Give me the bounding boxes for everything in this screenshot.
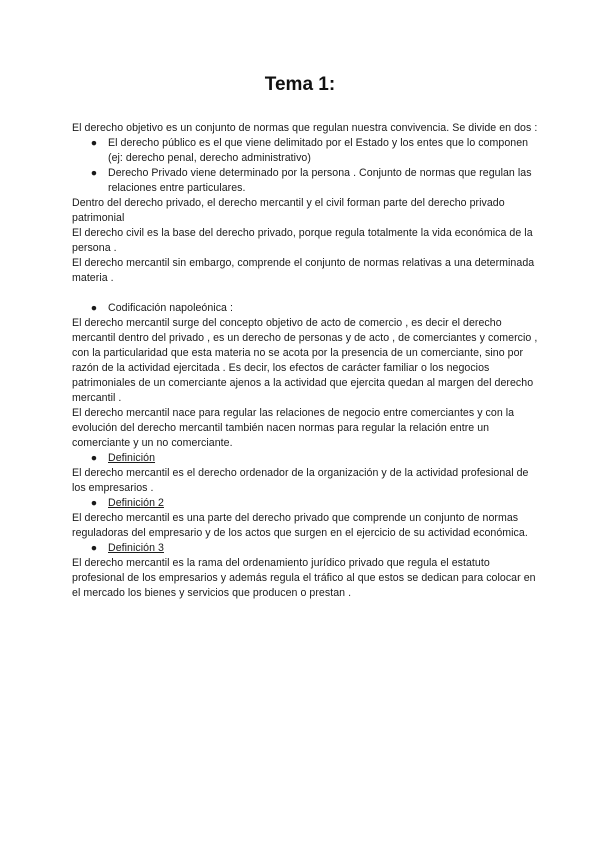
bullet-icon: ● xyxy=(90,542,98,554)
codification-heading-list xyxy=(72,301,542,316)
list-item-text: Derecho Privado viene determinado por la persona . Conjunto de normas que regulan las relaciones entre particulares. xyxy=(108,167,532,194)
page-title: Tema 1: xyxy=(264,74,336,95)
definition-2-heading: Definición 2 xyxy=(108,497,164,509)
definition-heading-list xyxy=(72,496,542,511)
spacer xyxy=(72,286,542,301)
definition-1-heading: Definición xyxy=(108,452,156,464)
division-list xyxy=(72,136,542,196)
list-item xyxy=(72,541,542,556)
document-body xyxy=(72,121,542,601)
definition-3-text: El derecho mercantil es la rama del ordenamiento jurídico privado que regula el estatuto profesional de los empresarios y además regula el tráfico al que estos se dedican para colocar en el mercado los bienes y servicios que producen o prestan . xyxy=(72,557,536,599)
list-item xyxy=(72,136,542,166)
definition-2-text: El derecho mercantil es una parte del derecho privado que comprende un conjunto de normas reguladoras del empresario y de los actos que surgen en el ejercicio de su actividad económica. xyxy=(72,512,528,539)
list-item xyxy=(72,166,542,196)
definition-heading-list xyxy=(72,451,542,466)
list-item xyxy=(72,301,542,316)
definition-heading-list xyxy=(72,541,542,556)
private-law-paragraph: Dentro del derecho privado, el derecho mercantil y el civil forman parte del derecho privado patrimonial xyxy=(72,197,505,224)
definition-3-heading: Definición 3 xyxy=(108,542,164,554)
definition-1-text: El derecho mercantil es el derecho ordenador de la organización y de la actividad profesional de los empresarios . xyxy=(72,467,529,494)
bullet-icon: ● xyxy=(90,167,98,179)
codification-paragraph-1: El derecho mercantil surge del concepto objetivo de acto de comercio , es decir el derecho mercantil dentro del privado , es un derecho de personas y de acto , de comerciantes y comercio , con la particularidad que esta materia no se acota por la presencia de un comerciante, sino por razón de la actividad ejercitada . Es decir, los efectos de carácter familiar o los negocios patrimoniales de un comerciante ajenos a la actividad que ejercita quedan al margen del derecho mercantil . xyxy=(72,317,538,404)
codification-heading: Codificación napoleónica : xyxy=(108,302,233,314)
list-item-text: El derecho público es el que viene delimitado por el Estado y los entes que lo componen (ej: derecho penal, derecho administrativo) xyxy=(108,137,529,164)
civil-law-paragraph: El derecho civil es la base del derecho privado, porque regula totalmente la vida económica de la persona . xyxy=(72,227,533,254)
bullet-icon: ● xyxy=(90,302,98,314)
intro-paragraph: El derecho objetivo es un conjunto de normas que regulan nuestra convivencia. Se divide en dos : xyxy=(72,122,538,134)
bullet-icon: ● xyxy=(90,137,98,149)
mercantile-law-paragraph: El derecho mercantil sin embargo, comprende el conjunto de normas relativas a una determinada materia . xyxy=(72,257,535,284)
codification-paragraph-2: El derecho mercantil nace para regular las relaciones de negocio entre comerciantes y con la evolución del derecho mercantil también nacen normas para regular la relación entre un comerciante y un no comerciante. xyxy=(72,407,515,449)
bullet-icon: ● xyxy=(90,497,98,509)
list-item xyxy=(72,451,542,466)
bullet-icon: ● xyxy=(90,452,98,464)
list-item xyxy=(72,496,542,511)
